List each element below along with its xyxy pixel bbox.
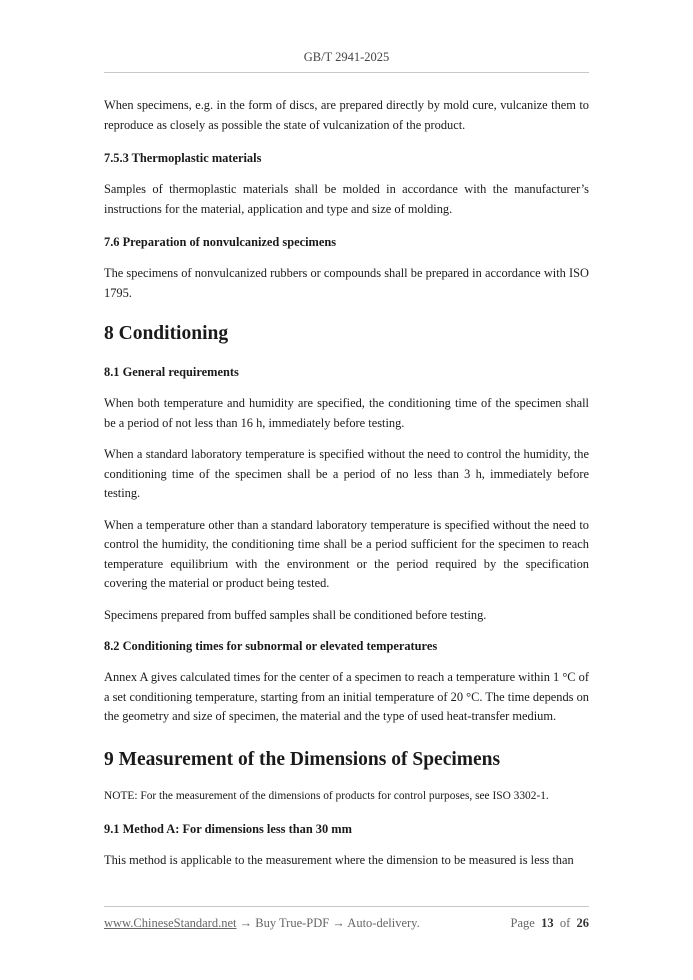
section-heading-8-2: 8.2 Conditioning times for subnormal or elevated temperatures xyxy=(104,639,438,653)
footer-promo xyxy=(104,916,420,931)
section-heading-7-5-3: 7.5.3 Thermoplastic materials xyxy=(104,151,262,165)
page-number xyxy=(511,916,589,931)
page-label: Page xyxy=(510,916,535,930)
section-heading-9-1: 9.1 Method A: For dimensions less than 30 mm xyxy=(104,822,352,836)
footer-divider xyxy=(104,906,589,907)
chapter-heading-9: 9 Measurement of the Dimensions of Specimens xyxy=(104,748,501,770)
current-page: 13 xyxy=(541,916,554,930)
paragraph: When a temperature other than a standard laboratory temperature is specified without the need to control the humidity, the conditioning time shall be a period sufficient for the specimen to reach temperature equilibrium with the environment or the period required by the specification covering the material or product being tested. xyxy=(104,517,589,590)
running-header: GB/T 2941-2025 xyxy=(303,50,390,64)
paragraph: When specimens, e.g. in the form of discs, are prepared directly by mold cure, vulcanize them to reproduce as closely as possible the state of vulcanization of the product. xyxy=(104,98,589,132)
paragraph: When a standard laboratory temperature is specified without the need to control the humidity, the conditioning time of the specimen shall be a period of no less than 3 h, immediately before testing. xyxy=(104,447,589,500)
section-heading-8-1: 8.1 General requirements xyxy=(104,365,239,379)
chapter-heading-8: 8 Conditioning xyxy=(104,323,229,344)
header-divider xyxy=(104,72,589,73)
section-heading-7-6: 7.6 Preparation of nonvulcanized specimens xyxy=(104,235,337,249)
paragraph: The specimens of nonvulcanized rubbers or compounds shall be prepared in accordance with ISO 1795. xyxy=(104,266,589,300)
site-link[interactable]: www.ChineseStandard.net xyxy=(104,916,237,930)
footer-tagline: → Buy True-PDF → Auto-delivery. xyxy=(236,916,420,930)
paragraph: Annex A gives calculated times for the center of a specimen to reach a temperature within 1 °C of a set conditioning temperature, starting from an initial temperature of 20 °C. The time depends on the geometry and size of specimen, the material and the type of used heat-transfer medium. xyxy=(104,670,589,723)
paragraph: When both temperature and humidity are specified, the conditioning time of the specimen shall be a period of not less than 16 h, immediately before testing. xyxy=(104,396,589,430)
total-pages: 26 xyxy=(576,916,589,930)
paragraph: Samples of thermoplastic materials shall be molded in accordance with the manufacturer’s instructions for the material, application and type and size of molding. xyxy=(104,182,589,216)
note: NOTE: For the measurement of the dimensions of products for control purposes, see ISO 3302-1. xyxy=(104,789,549,802)
of-label: of xyxy=(559,916,571,930)
paragraph: Specimens prepared from buffed samples shall be conditioned before testing. xyxy=(104,607,487,622)
page-body xyxy=(104,96,589,871)
paragraph: This method is applicable to the measurement where the dimension to be measured is less than xyxy=(104,853,574,867)
